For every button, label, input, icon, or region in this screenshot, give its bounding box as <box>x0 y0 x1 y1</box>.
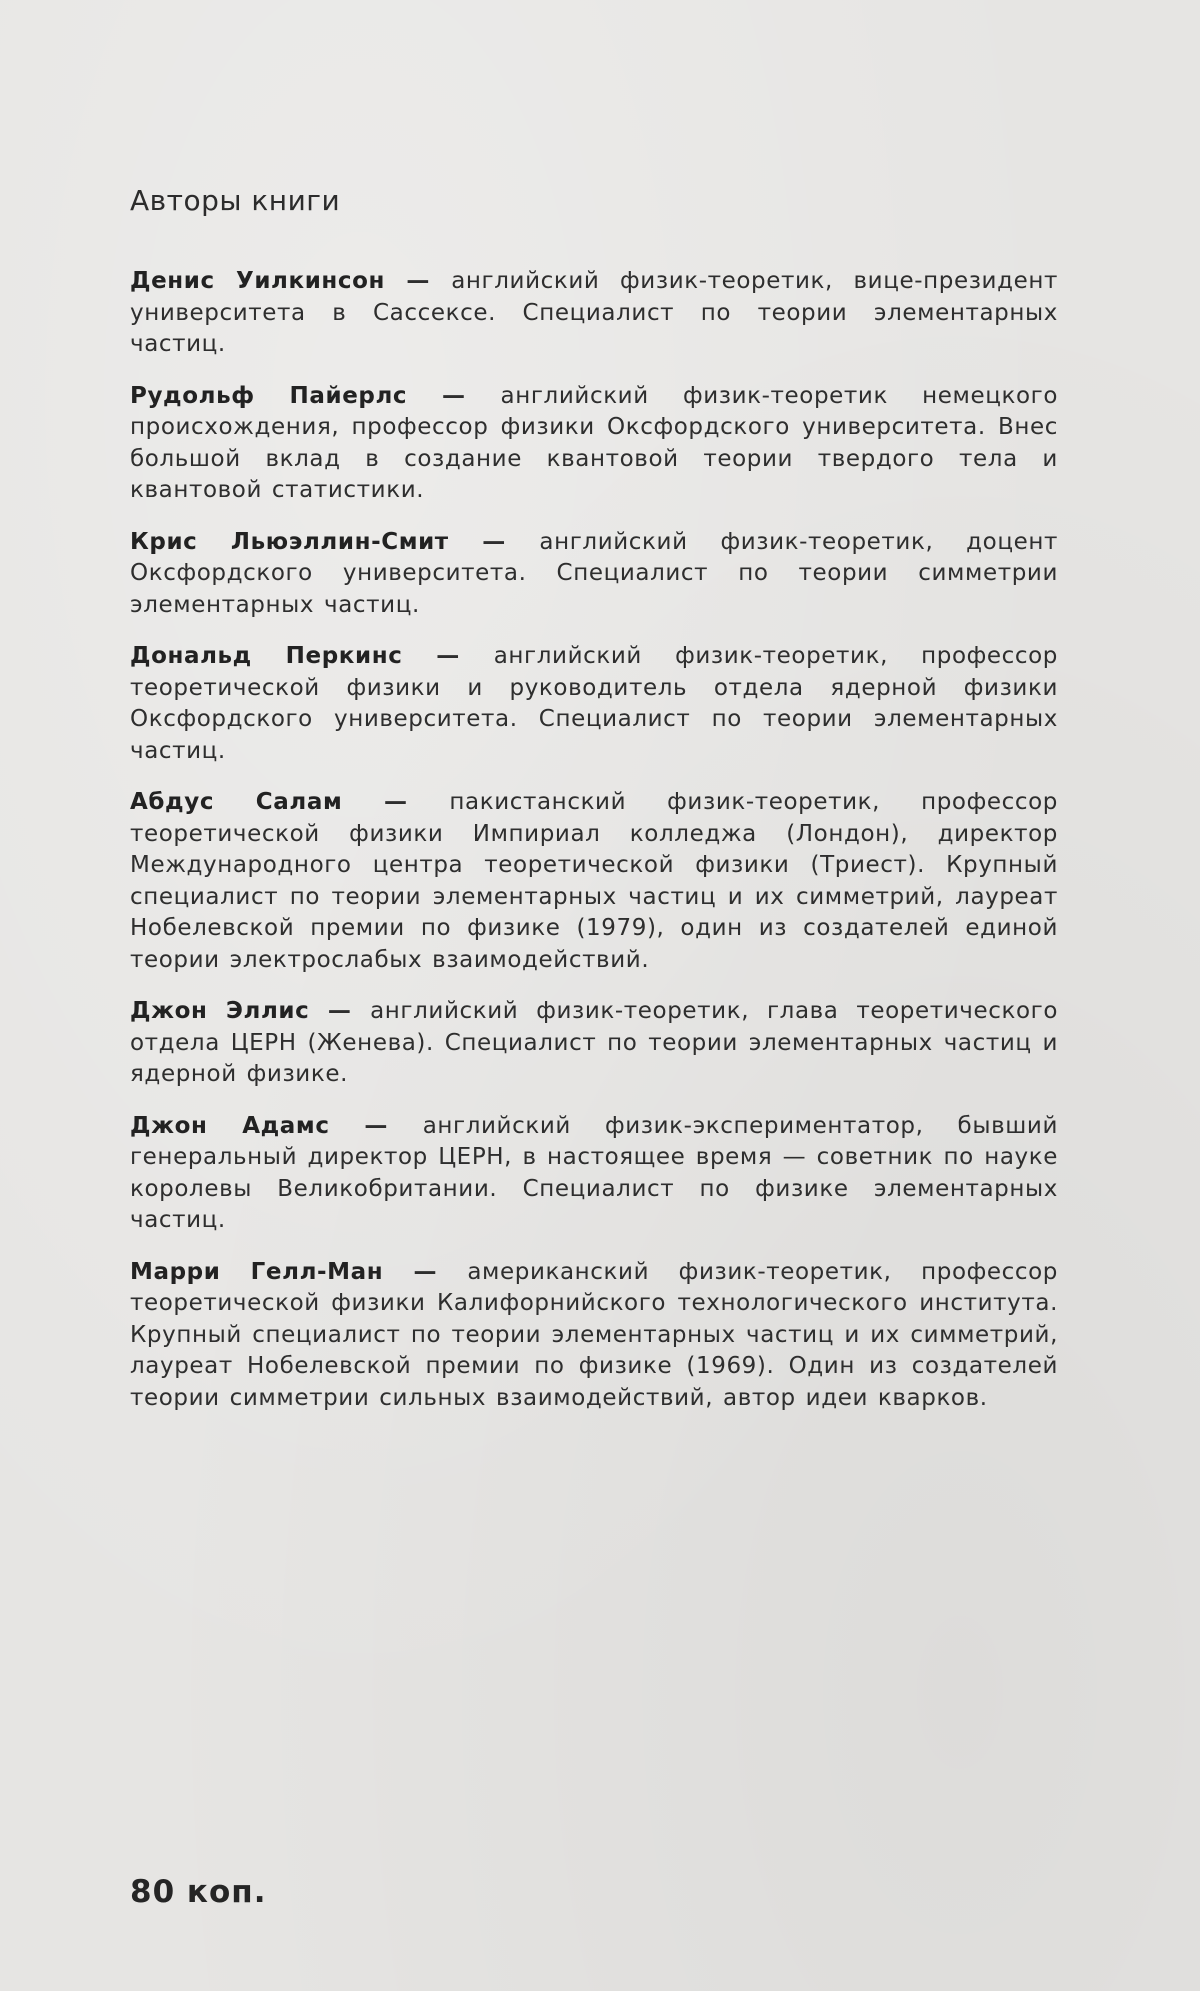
author-entry <box>130 266 1058 361</box>
section-title: Авторы книги <box>130 184 341 217</box>
author-dash: — <box>309 998 371 1024</box>
author-dash: — <box>407 382 501 409</box>
author-description: английский физик-теоретик, профессор теоретической физики и руководитель отдела ядерной физики Оксфордского университета. Специалист по теории элементарных частиц. <box>130 643 1058 764</box>
author-name: Дональд Перкинс <box>130 643 403 669</box>
author-entry <box>130 996 1058 1091</box>
author-dash: — <box>385 268 452 294</box>
author-name: Марри Гелл-Ман <box>130 1258 384 1285</box>
author-entry <box>130 381 1058 507</box>
author-name: Крис Льюэллин-Смит <box>130 528 449 555</box>
price-label: 80 коп. <box>130 1874 267 1910</box>
author-dash: — <box>342 789 450 815</box>
authors-list <box>130 266 1058 1434</box>
author-dash: — <box>448 528 540 555</box>
author-description: пакистанский физик-теоретик, профессор теоретической физики Импириал колледжа (Лондон), директор Международного центра теоретической физики (Триест). Крупный специалист по теории элементарных частиц и их симметрий, лауреат Нобелевской премии по физике (1979), один из создателей единой теории электрослабых взаимодействий. <box>130 789 1058 973</box>
author-entry <box>130 787 1058 976</box>
author-dash: — <box>402 643 494 669</box>
author-description: английский физик-экспериментатор, бывший генеральный директор ЦЕРН, в настоящее время — советник по науке королевы Великобритании. Специалист по физике элементарных частиц. <box>130 1112 1058 1233</box>
author-dash: — <box>383 1258 468 1285</box>
author-entry <box>130 1257 1058 1415</box>
author-description: английский физик-теоретик, вице-президент университета в Сассексе. Специалист по теории элементарных частиц. <box>130 268 1058 357</box>
author-description: английский физик-теоретик, доцент Оксфордского университета. Специалист по теории симметрии элементарных частиц. <box>130 528 1058 618</box>
author-name: Джон Адамс <box>130 1112 330 1139</box>
author-description: английский физик-теоретик, глава теоретического отдела ЦЕРН (Женева). Специалист по теории элементарных частиц и ядерной физике. <box>130 998 1058 1087</box>
author-name: Денис Уилкинсон <box>130 268 386 294</box>
author-entry <box>130 527 1058 622</box>
author-dash: — <box>329 1112 423 1139</box>
author-description: английский физик-теоретик немецкого происхождения, профессор физики Оксфордского университета. Внес большой вклад в создание квантовой теории твердого тела и квантовой статистики. <box>130 382 1059 503</box>
author-description: американский физик-теоретик, профессор теоретической физики Калифорнийского технологического института. Крупный специалист по теории элементарных частиц и их симметрий, лауреат Нобелевской премии по физике (1969). Один из создателей теории симметрии сильных взаимодействий, автор идеи кварков. <box>130 1258 1058 1411</box>
author-entry <box>130 641 1058 767</box>
author-name: Джон Эллис <box>130 998 310 1024</box>
author-entry <box>130 1111 1058 1237</box>
author-name: Абдус Салам <box>130 789 343 815</box>
author-name: Рудольф Пайерлс <box>130 382 408 409</box>
